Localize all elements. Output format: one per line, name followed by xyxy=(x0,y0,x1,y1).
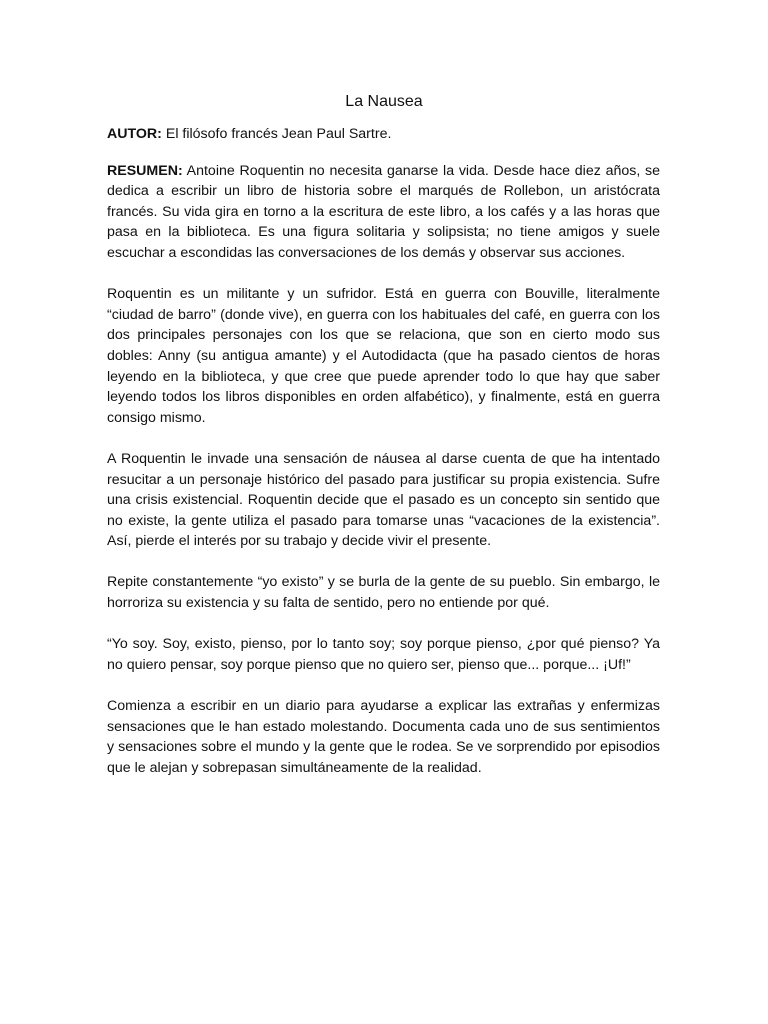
summary-text: Antoine Roquentin no necesita ganarse la vida. Desde hace diez años, se dedica a escribir un libro de historia sobre el marqués de Rollebon, un aristócrata francés. Su vida gira en torno a la escritura de este libro, a los cafés y a las horas que pasa en la biblioteca. Es una figura solitaria y solipsista; no tiene amigos y suele escuchar a escondidas las conversaciones de los demás y observar sus acciones. xyxy=(107,162,660,261)
summary-label: RESUMEN: xyxy=(107,162,183,179)
paragraph-existence: Repite constantemente “yo existo” y se burla de la gente de su pueblo. Sin embargo, le horroriza su existencia y su falta de sentido, pero no entiende por qué. xyxy=(107,574,660,612)
author-line xyxy=(107,124,660,145)
paragraph-diary: Comienza a escribir en un diario para ayudarse a explicar las extrañas y enfermizas sensaciones que le han estado molestando. Documenta cada uno de sus sentimientos y sensaciones sobre el mundo y la gente que le rodea. Se ve sorprendido por episodios que le alejan y sobrepasan simultáneamente de la realidad. xyxy=(107,698,660,776)
paragraph-conflict: Roquentin es un militante y un sufridor. Está en guerra con Bouville, literalmente “ciudad de barro” (donde vive), en guerra con los habituales del café, en guerra con los dos principales personajes con los que se relaciona, que son en cierto modo sus dobles: Anny (su antigua amante) y el Autodidacta (que ha pasado cientos de horas leyendo en la biblioteca, y que cree que puede aprender todo lo que hay que saber leyendo todos los libros disponibles en orden alfabético), y finalmente, está en guerra consigo mismo. xyxy=(107,286,660,426)
summary-paragraph xyxy=(107,161,660,264)
document-title: La Nausea xyxy=(345,93,423,110)
author-label: AUTOR: xyxy=(107,126,162,142)
paragraph-nausea: A Roquentin le invade una sensación de náusea al darse cuenta de que ha intentado resucitar a un personaje histórico del pasado para justificar su propia existencia. Sufre una crisis existencial. Roquentin decide que el pasado es un concepto sin sentido que no existe, la gente utiliza el pasado para tomarse unas “vacaciones de la existencia”. Así, pierde el interés por su trabajo y decide vivir el presente. xyxy=(107,450,660,550)
author-text: El filósofo francés Jean Paul Sartre. xyxy=(161,126,392,142)
document-body xyxy=(107,124,660,799)
paragraph-quote: “Yo soy. Soy, existo, pienso, por lo tanto soy; soy porque pienso, ¿por qué pienso? Ya no quiero pensar, soy porque pienso que no quiero ser, pienso que... porque... ¡Uf!” xyxy=(107,636,660,673)
